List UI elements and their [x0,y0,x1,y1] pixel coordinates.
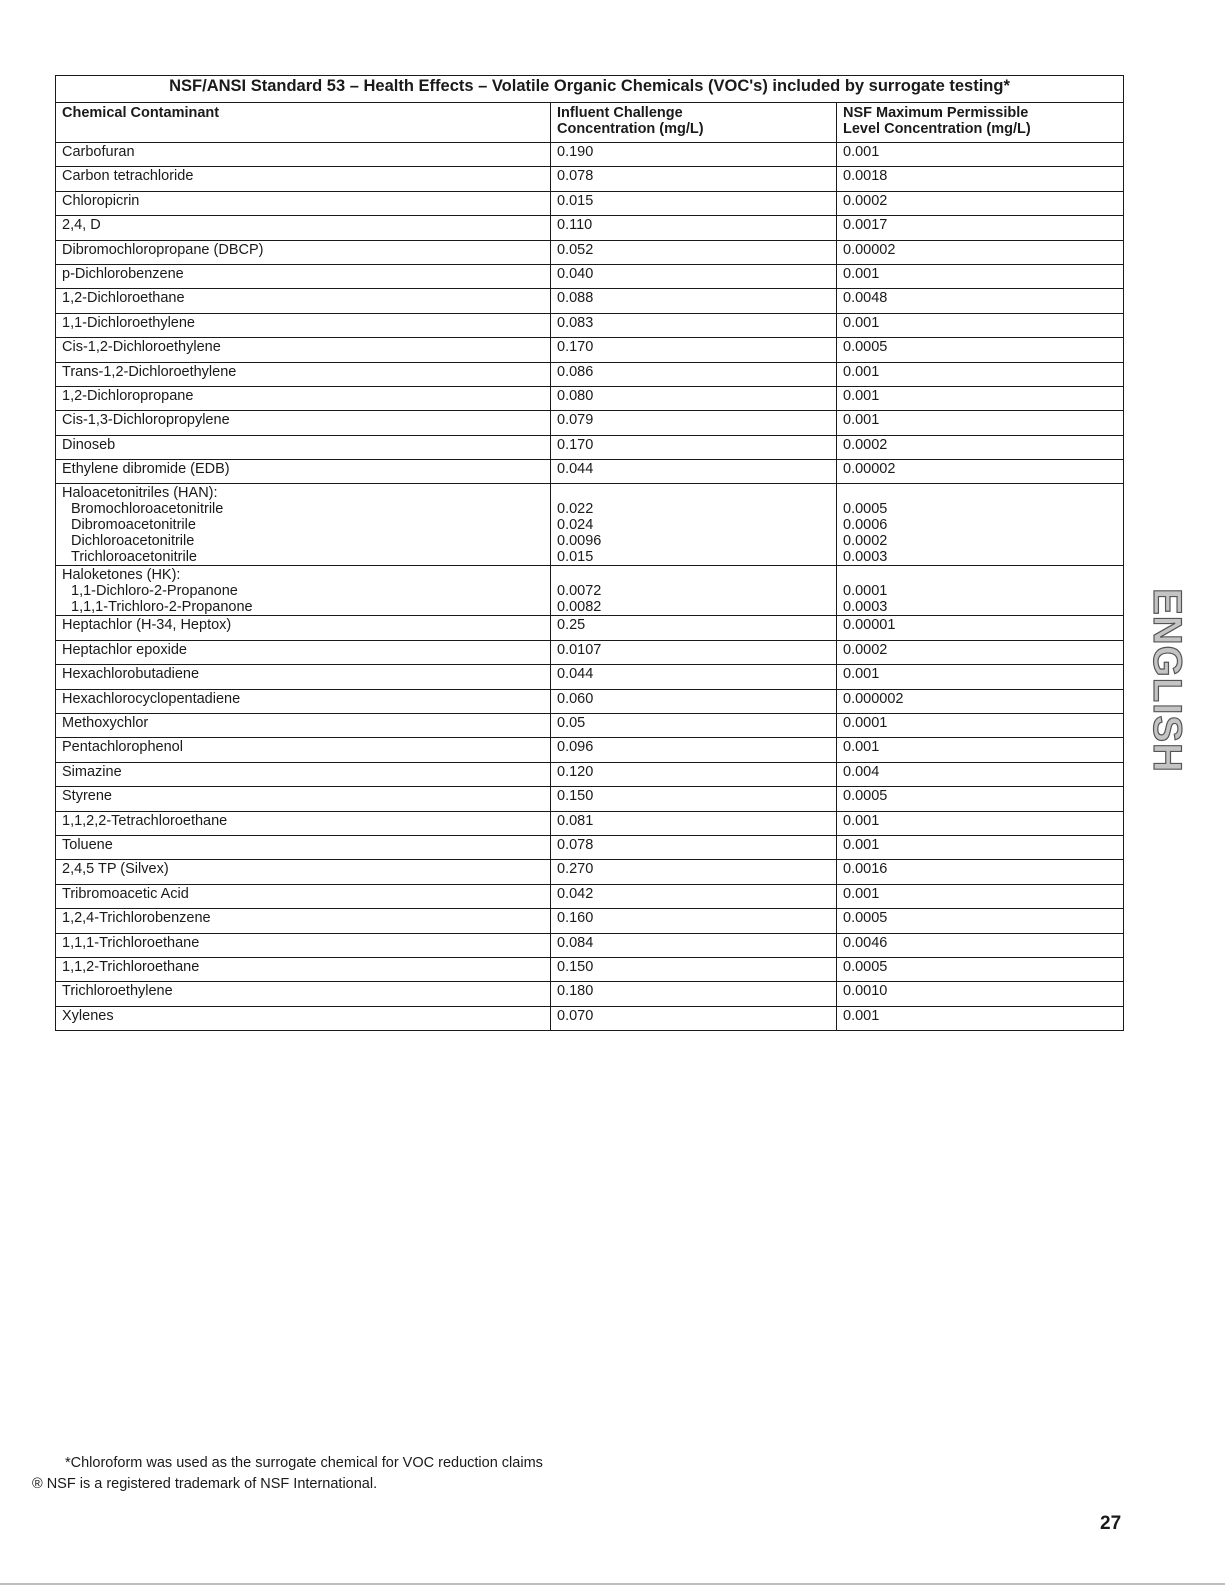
table-row [56,811,1124,835]
language-label: ENGLISH [1144,587,1189,773]
chemical-cell-text: Styrene [62,788,112,805]
page-number: 27 [1100,1513,1122,1534]
influent-cell-text: 0.270 [557,861,594,878]
table-row [56,216,1124,240]
influent-cell [551,362,837,386]
max-level-cell-text: 0.001 [843,363,880,380]
influent-cell [551,909,837,933]
table-row [56,484,1124,566]
influent-cell [551,689,837,713]
influent-cell-text: 0.05 [557,715,586,732]
influent-cell-text: 0.170 [557,436,594,453]
chemical-cell-text: 1,2-Dichloroethane [62,290,185,307]
sub-max-level-cell-text: 0.0001 [843,583,888,600]
header-influent-challenge [551,103,837,143]
table-row [56,143,1124,167]
max-level-cell-text: 0.0010 [843,983,888,1000]
influent-cell-text: 0.060 [557,690,594,707]
max-level-cell [837,216,1124,240]
table-row [56,313,1124,337]
max-level-cell-text: 0.001 [843,387,880,404]
chemical-cell [56,264,551,288]
max-level-cell-text: 0.001 [843,739,880,756]
chemical-cell [56,835,551,859]
table-title-row [56,76,1124,103]
sub-chemical-cell-text: 1,1-Dichloro-2-Propanone [71,583,238,600]
max-level-cell-text: 0.001 [843,1007,880,1024]
max-level-cell [837,957,1124,981]
influent-cell [551,738,837,762]
influent-cell-text: 0.052 [557,241,594,258]
sub-chemical-cell-text: Dibromoacetonitrile [71,517,196,534]
header-text: Influent Challenge Concentration (mg/L) [557,105,704,137]
influent-cell-text: 0.180 [557,983,594,1000]
max-level-cell-text: 0.0048 [843,290,888,307]
sub-chemical-cell-text: Bromochloroacetonitrile [71,501,224,518]
chemical-cell [56,435,551,459]
influent-cell [551,884,837,908]
chemical-cell [56,884,551,908]
max-level-cell [837,313,1124,337]
table-body [56,143,1124,1031]
max-level-cell-text: 0.0002 [843,192,888,209]
max-level-cell [837,143,1124,167]
max-level-cell-text: 0.001 [843,314,880,331]
influent-cell [551,338,837,362]
influent-cell-text: 0.110 [557,217,593,234]
chemical-cell-text: 1,2,4-Trichlorobenzene [62,910,211,927]
influent-cell-text: 0.080 [557,387,594,404]
influent-cell-text: 0.0107 [557,641,602,658]
sub-influent-cell-text: 0.022 [557,501,594,518]
chemical-cell-text: Hexachlorobutadiene [62,666,200,683]
influent-cell-text: 0.160 [557,910,594,927]
table-title: NSF/ANSI Standard 53 – Health Effects – Volatile Organic Chemicals (VOC's) included by surrogate testing* [56,76,1124,103]
influent-cell-text: 0.086 [557,363,594,380]
chemical-cell-text: 1,1,2-Trichloroethane [62,958,200,975]
influent-cell-text: 0.084 [557,934,594,951]
max-level-cell-text: 0.0005 [843,910,888,927]
influent-cell [551,933,837,957]
influent-cell [551,982,837,1006]
chemical-cell-text: 2,4,5 TP (Silvex) [62,861,169,878]
influent-cell-text: 0.070 [557,1007,594,1024]
max-level-cell [837,884,1124,908]
table-row [56,982,1124,1006]
table-row [56,640,1124,664]
table-row [56,460,1124,484]
header-max-permissible [837,103,1124,143]
max-level-cell-text: 0.0018 [843,168,888,185]
max-level-cell [837,811,1124,835]
header-chemical-contaminant [56,103,551,143]
influent-cell-text: 0.042 [557,885,594,902]
voc-contaminant-table [55,75,1124,1031]
chemical-cell [56,982,551,1006]
sub-influent-cell-text: 0.015 [557,549,594,566]
chemical-cell [56,460,551,484]
chemical-cell [56,909,551,933]
max-level-cell-text: 0.0005 [843,339,888,356]
table-row [56,289,1124,313]
max-level-cell-text: 0.0046 [843,934,888,951]
chemical-cell-text: Methoxychlor [62,715,149,732]
influent-cell-text: 0.078 [557,168,594,185]
max-level-cell [837,689,1124,713]
max-level-cell [837,566,1124,616]
max-level-cell [837,435,1124,459]
chemical-cell-text: Cis-1,3-Dichloropropylene [62,412,230,429]
max-level-cell [837,860,1124,884]
table-row [56,338,1124,362]
chemical-cell [56,143,551,167]
influent-cell [551,386,837,410]
chemical-cell-text: Dinoseb [62,436,116,453]
max-level-cell-text: 0.0017 [843,217,888,234]
max-level-cell-text: 0.004 [843,763,880,780]
max-level-cell [837,616,1124,640]
chemical-cell [56,689,551,713]
sub-influent-cell-text: 0.0096 [557,533,602,550]
influent-cell-text: 0.150 [557,788,594,805]
chemical-cell-text: Haloketones (HK): [62,567,181,584]
table-row [56,762,1124,786]
max-level-cell [837,665,1124,689]
max-level-cell [837,835,1124,859]
max-level-cell [837,738,1124,762]
influent-cell [551,811,837,835]
table-row [56,191,1124,215]
chemical-cell-text: p-Dichlorobenzene [62,265,184,282]
sub-influent-cell-text: 0.024 [557,517,594,534]
chemical-cell [56,787,551,811]
max-level-cell [837,289,1124,313]
table-row [56,566,1124,616]
influent-cell [551,484,837,566]
max-level-cell-text: 0.001 [843,144,880,160]
max-level-cell [837,787,1124,811]
max-level-cell-text: 0.001 [843,812,880,829]
influent-cell [551,264,837,288]
max-level-cell-text: 0.001 [843,666,880,683]
max-level-cell-text: 0.0002 [843,641,888,658]
table-row [56,689,1124,713]
influent-cell-text: 0.083 [557,314,594,331]
max-level-cell-text: 0.001 [843,836,880,853]
chemical-cell [56,640,551,664]
sub-influent-cell-text: 0.0082 [557,599,602,616]
chemical-cell-text: 1,1,1-Trichloroethane [62,934,200,951]
sub-chemical-cell-text: Trichloroacetonitrile [71,549,197,566]
influent-cell-text: 0.081 [557,812,594,829]
header-text: NSF Maximum Permissible Level Concentration (mg/L) [843,105,1031,137]
chemical-cell [56,289,551,313]
influent-cell-text: 0.078 [557,836,594,853]
max-level-cell [837,933,1124,957]
chemical-cell [56,338,551,362]
chemical-cell-text: Heptachlor (H-34, Heptox) [62,617,232,634]
max-level-cell [837,411,1124,435]
table-row [56,860,1124,884]
max-level-cell [837,240,1124,264]
chemical-cell [56,714,551,738]
chemical-cell-text: Xylenes [62,1007,114,1024]
chemical-cell [56,933,551,957]
chemical-cell [56,191,551,215]
chemical-cell [56,665,551,689]
chemical-cell-text: Haloacetonitriles (HAN): [62,485,218,502]
chemical-cell-text: Heptachlor epoxide [62,641,187,658]
influent-cell [551,762,837,786]
influent-cell [551,860,837,884]
chemical-cell [56,386,551,410]
influent-cell [551,957,837,981]
influent-cell [551,289,837,313]
chemical-cell-text: Simazine [62,763,122,780]
max-level-cell-text: 0.0005 [843,958,888,975]
table-row [56,167,1124,191]
table-row [56,884,1124,908]
table-row [56,1006,1124,1030]
chemical-cell [56,1006,551,1030]
influent-cell [551,313,837,337]
chemical-cell-text: Dibromochloropropane (DBCP) [62,241,264,258]
chemical-cell [56,484,551,566]
max-level-cell-text: 0.00002 [843,241,896,258]
table-row [56,616,1124,640]
chemical-cell-text: Ethylene dibromide (EDB) [62,461,230,478]
table-row [56,787,1124,811]
influent-cell-text: 0.015 [557,192,594,209]
sub-max-level-cell-text: 0.0002 [843,533,888,550]
table-row [56,411,1124,435]
chemical-cell-text: Chloropicrin [62,192,140,209]
influent-cell [551,216,837,240]
chemical-cell-text: Hexachlorocyclopentadiene [62,690,241,707]
influent-cell [551,714,837,738]
max-level-cell-text: 0.001 [843,885,880,902]
sub-max-level-cell-text: 0.0003 [843,599,888,616]
chemical-cell-text: 1,1,2,2-Tetrachloroethane [62,812,228,829]
sub-influent-cell-text: 0.0072 [557,583,602,600]
table-row [56,362,1124,386]
max-level-cell [837,460,1124,484]
influent-cell-text: 0.190 [557,144,594,160]
max-level-cell-text [843,567,1117,583]
chemical-cell-text: Tribromoacetic Acid [62,885,189,902]
chemical-cell [56,566,551,616]
chemical-cell-text: 2,4, D [62,217,101,234]
sub-max-level-cell-text: 0.0006 [843,517,888,534]
chemical-cell-text: Toluene [62,836,113,853]
surrogate-footnote: *Chloroform was used as the surrogate chemical for VOC reduction claims [65,1455,543,1471]
max-level-cell [837,640,1124,664]
max-level-cell [837,191,1124,215]
influent-cell [551,616,837,640]
influent-cell [551,1006,837,1030]
max-level-cell [837,362,1124,386]
chemical-cell [56,362,551,386]
chemical-cell [56,738,551,762]
max-level-cell [837,909,1124,933]
sub-max-level-cell-text: 0.0005 [843,501,888,518]
influent-cell [551,191,837,215]
chemical-cell [56,216,551,240]
chemical-cell [56,762,551,786]
max-level-cell-text: 0.0001 [843,715,888,732]
influent-cell [551,835,837,859]
influent-cell [551,787,837,811]
influent-cell-text [557,485,830,501]
chemical-cell-text: Trichloroethylene [62,983,173,1000]
influent-cell [551,411,837,435]
table-row [56,933,1124,957]
max-level-cell-text: 0.001 [843,265,880,282]
max-level-cell [837,982,1124,1006]
header-text: Chemical Contaminant [62,105,220,121]
sub-chemical-cell-text: Dichloroacetonitrile [71,533,195,550]
max-level-cell [837,338,1124,362]
influent-cell [551,460,837,484]
influent-cell [551,566,837,616]
chemical-cell [56,167,551,191]
influent-cell-text: 0.044 [557,461,594,478]
language-side-tab [1144,565,1189,795]
chemical-cell-text: 1,2-Dichloropropane [62,387,194,404]
influent-cell [551,240,837,264]
max-level-cell-text [843,485,1117,501]
max-level-cell-text: 0.001 [843,412,880,429]
table-row [56,386,1124,410]
sub-chemical-cell-text: 1,1,1-Trichloro-2-Propanone [71,599,253,616]
table-row [56,835,1124,859]
max-level-cell [837,762,1124,786]
influent-cell-text: 0.096 [557,739,594,756]
max-level-cell [837,484,1124,566]
table-row [56,435,1124,459]
influent-cell [551,167,837,191]
influent-cell-text: 0.040 [557,265,594,282]
table-row [56,738,1124,762]
table-header-row [56,103,1124,143]
max-level-cell-text: 0.000002 [843,690,904,707]
max-level-cell [837,386,1124,410]
influent-cell-text [557,567,830,583]
influent-cell-text: 0.25 [557,617,586,634]
influent-cell [551,435,837,459]
table-row [56,909,1124,933]
max-level-cell-text: 0.0016 [843,861,888,878]
chemical-cell [56,957,551,981]
influent-cell [551,640,837,664]
chemical-cell-text: Trans-1,2-Dichloroethylene [62,363,237,380]
chemical-cell-text: Carbon tetrachloride [62,168,194,185]
chemical-cell-text: Carbofuran [62,144,135,160]
influent-cell-text: 0.150 [557,958,594,975]
chemical-cell [56,811,551,835]
influent-cell [551,665,837,689]
chemical-cell-text: 1,1-Dichloroethylene [62,314,195,331]
max-level-cell-text: 0.0005 [843,788,888,805]
chemical-cell [56,411,551,435]
max-level-cell-text: 0.00002 [843,461,896,478]
max-level-cell [837,1006,1124,1030]
chemical-cell [56,313,551,337]
chemical-cell-text: Pentachlorophenol [62,739,183,756]
chemical-cell [56,616,551,640]
influent-cell-text: 0.120 [557,763,594,780]
max-level-cell [837,714,1124,738]
max-level-cell-text: 0.00001 [843,617,896,634]
max-level-cell-text: 0.0002 [843,436,888,453]
influent-cell-text: 0.170 [557,339,594,356]
table-row [56,714,1124,738]
chemical-cell [56,240,551,264]
table-row [56,240,1124,264]
influent-cell-text: 0.088 [557,290,594,307]
trademark-footnote: ® NSF is a registered trademark of NSF International. [32,1476,378,1492]
chemical-cell-text: Cis-1,2-Dichloroethylene [62,339,221,356]
influent-cell [551,143,837,167]
footnotes [32,1453,543,1495]
max-level-cell [837,167,1124,191]
table-row [56,264,1124,288]
max-level-cell [837,264,1124,288]
chemical-cell [56,860,551,884]
table-row [56,665,1124,689]
influent-cell-text: 0.079 [557,412,594,429]
influent-cell-text: 0.044 [557,666,594,683]
sub-max-level-cell-text: 0.0003 [843,549,888,566]
table-row [56,957,1124,981]
